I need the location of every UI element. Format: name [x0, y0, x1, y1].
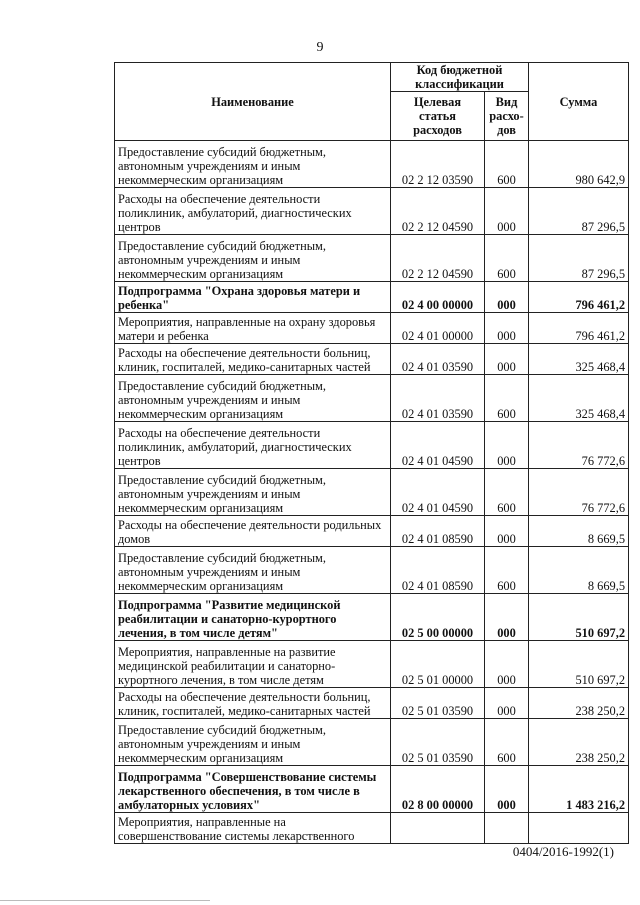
expense-type-cell: 600 [485, 469, 529, 516]
sum-cell: 8 669,5 [529, 547, 629, 594]
expense-type-cell: 000 [485, 688, 529, 719]
name-cell: Расходы на обеспечение деятельности больниц, клиник, госпиталей, медико-санитарных частей [115, 344, 391, 375]
sum-cell: 325 468,4 [529, 344, 629, 375]
target-code-cell: 02 5 01 03590 [391, 688, 485, 719]
target-code-cell: 02 2 12 04590 [391, 188, 485, 235]
sum-cell: 796 461,2 [529, 313, 629, 344]
table-row [115, 594, 629, 641]
sum-cell: 87 296,5 [529, 235, 629, 282]
table-header-row [115, 63, 629, 92]
document-code: 0404/2016-1992(1) [512, 844, 614, 859]
bottom-rule [0, 900, 210, 901]
name-cell: Расходы на обеспечение деятельности поликлиник, амбулаторий, диагностических центров [115, 188, 391, 235]
table-row [115, 313, 629, 344]
target-code-cell: 02 4 01 08590 [391, 516, 485, 547]
header-target: Целевая статья расходов [391, 92, 485, 141]
sum-cell: 238 250,2 [529, 688, 629, 719]
expense-type-cell [485, 813, 529, 844]
table-row [115, 282, 629, 313]
name-cell: Расходы на обеспечение деятельности родильных домов [115, 516, 391, 547]
expense-type-cell: 000 [485, 344, 529, 375]
name-cell: Предоставление субсидий бюджетным, автономным учреждениям и иным некоммерческим организациям [115, 469, 391, 516]
expense-type-cell: 000 [485, 516, 529, 547]
name-cell: Предоставление субсидий бюджетным, автономным учреждениям и иным некоммерческим организациям [115, 141, 391, 188]
expense-type-cell: 000 [485, 188, 529, 235]
sum-cell: 325 468,4 [529, 375, 629, 422]
expense-type-cell: 000 [485, 422, 529, 469]
header-code-group: Код бюджетной классификации [391, 63, 529, 92]
sum-cell: 1 483 216,2 [529, 766, 629, 813]
expense-type-cell: 600 [485, 547, 529, 594]
target-code-cell: 02 4 00 00000 [391, 282, 485, 313]
table-row [115, 547, 629, 594]
page-number: 9 [316, 40, 324, 55]
sum-cell: 238 250,2 [529, 719, 629, 766]
table-row [115, 235, 629, 282]
expense-type-cell: 000 [485, 766, 529, 813]
table-row [115, 719, 629, 766]
header-sum: Сумма [529, 63, 629, 141]
target-code-cell: 02 8 00 00000 [391, 766, 485, 813]
name-cell: Мероприятия, направленные на развитие медицинской реабилитации и санаторно-курортного лечения, в том числе детям [115, 641, 391, 688]
target-code-cell: 02 2 12 04590 [391, 235, 485, 282]
name-cell: Подпрограмма "Развитие медицинской реабилитации и санаторно-курортного лечения, в том числе детям" [115, 594, 391, 641]
expense-type-cell: 600 [485, 235, 529, 282]
target-code-cell: 02 4 01 00000 [391, 313, 485, 344]
target-code-cell: 02 4 01 08590 [391, 547, 485, 594]
sum-cell: 980 642,9 [529, 141, 629, 188]
target-code-cell [391, 813, 485, 844]
target-code-cell: 02 4 01 03590 [391, 344, 485, 375]
target-code-cell: 02 5 01 03590 [391, 719, 485, 766]
sum-cell: 76 772,6 [529, 422, 629, 469]
sum-cell: 76 772,6 [529, 469, 629, 516]
table-row [115, 344, 629, 375]
sum-cell: 87 296,5 [529, 188, 629, 235]
target-code-cell: 02 4 01 04590 [391, 469, 485, 516]
table-body [115, 141, 629, 844]
name-cell: Предоставление субсидий бюджетным, автономным учреждениям и иным некоммерческим организациям [115, 375, 391, 422]
table-row [115, 688, 629, 719]
name-cell: Расходы на обеспечение деятельности поликлиник, амбулаторий, диагностических центров [115, 422, 391, 469]
target-code-cell: 02 5 00 00000 [391, 594, 485, 641]
expense-type-cell: 600 [485, 719, 529, 766]
table-row [115, 766, 629, 813]
name-cell: Подпрограмма "Совершенствование системы лекарственного обеспечения, в том числе в амбулаторных условиях" [115, 766, 391, 813]
expense-type-cell: 000 [485, 282, 529, 313]
target-code-cell: 02 4 01 03590 [391, 375, 485, 422]
table-row [115, 188, 629, 235]
name-cell: Подпрограмма "Охрана здоровья матери и ребенка" [115, 282, 391, 313]
sum-cell: 796 461,2 [529, 282, 629, 313]
table-row [115, 375, 629, 422]
target-code-cell: 02 4 01 04590 [391, 422, 485, 469]
name-cell: Предоставление субсидий бюджетным, автономным учреждениям и иным некоммерческим организациям [115, 547, 391, 594]
name-cell: Мероприятия, направленные на охрану здоровья матери и ребенка [115, 313, 391, 344]
name-cell: Расходы на обеспечение деятельности больниц, клиник, госпиталей, медико-санитарных частей [115, 688, 391, 719]
name-cell: Предоставление субсидий бюджетным, автономным учреждениям и иным некоммерческим организациям [115, 719, 391, 766]
name-cell: Мероприятия, направленные на совершенствование системы лекарственного [115, 813, 391, 844]
expense-type-cell: 600 [485, 375, 529, 422]
header-type: Вид расхо-дов [485, 92, 529, 141]
expense-type-cell: 600 [485, 141, 529, 188]
table-row [115, 469, 629, 516]
expense-type-cell: 000 [485, 313, 529, 344]
name-cell: Предоставление субсидий бюджетным, автономным учреждениям и иным некоммерческим организациям [115, 235, 391, 282]
table-row [115, 516, 629, 547]
table-row [115, 813, 629, 844]
sum-cell [529, 813, 629, 844]
target-code-cell: 02 2 12 03590 [391, 141, 485, 188]
sum-cell: 510 697,2 [529, 641, 629, 688]
target-code-cell: 02 5 01 00000 [391, 641, 485, 688]
budget-table [114, 62, 629, 844]
expense-type-cell: 000 [485, 641, 529, 688]
sum-cell: 8 669,5 [529, 516, 629, 547]
table-row [115, 641, 629, 688]
table-row [115, 422, 629, 469]
sum-cell: 510 697,2 [529, 594, 629, 641]
expense-type-cell: 000 [485, 594, 529, 641]
header-name: Наименование [115, 63, 391, 141]
table-row [115, 141, 629, 188]
